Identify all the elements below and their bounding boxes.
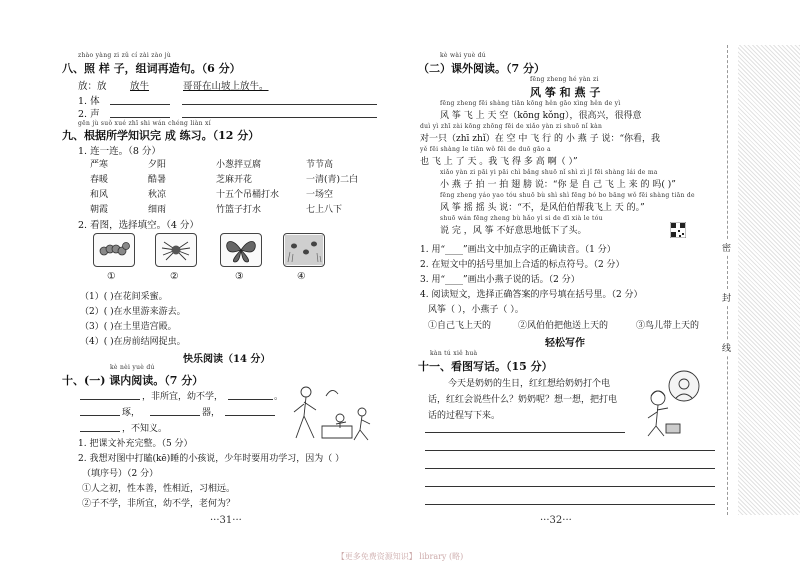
s8-q1: 1. 体	[78, 96, 100, 107]
spider-icon	[155, 233, 197, 267]
happy-reading-heading: 快乐阅读（14 分）	[183, 354, 271, 365]
s9-q1: 1. 连一连。（8 分）	[78, 146, 161, 157]
left-page-number: ···31···	[210, 515, 242, 526]
extra-q4-sentence: 风筝（ ），小燕子（ ）。	[428, 305, 524, 315]
seal-char: 封	[722, 290, 731, 305]
girl-phone-illustration	[636, 368, 706, 440]
grid-cell: 朝霞	[90, 205, 109, 215]
s9-pinyin: gēn jù suǒ xué zhī shi wán chéng liàn xí	[78, 120, 211, 127]
s10-opt1: ①人之初，性本善，性相近，习相远。	[82, 484, 236, 494]
story-title: 风 筝 和 燕 子	[530, 86, 601, 99]
extra-title: （二）课外阅读。（7 分）	[418, 62, 545, 75]
s11-prompt: 今天是奶奶的生日，红红想给奶奶打个电	[448, 379, 611, 389]
story-pinyin: yě fēi shàng le tiān wǒ fēi de duō gāo a	[420, 146, 551, 153]
fill-blank: （2）( )在水里游来游去。	[80, 307, 186, 317]
s8-q2: 2. 声	[78, 109, 100, 120]
s8-title: 八、照 样 子，组词再造句。（6 分）	[62, 62, 241, 75]
seal-char: 密	[722, 240, 731, 255]
s8-example-word: 放牛	[130, 81, 150, 92]
grid-cell: 一清(青)二白	[306, 175, 359, 185]
tadpole-icon	[283, 233, 325, 267]
s10-blank2c: 器，	[202, 408, 221, 418]
caterpillar-icon	[93, 233, 135, 267]
extra-opt3: ③鸟儿带上天的	[636, 321, 700, 331]
extra-opt2: ②风伯伯把他送上天的	[518, 321, 609, 331]
grid-cell: 细雨	[148, 205, 167, 215]
extra-pinyin: kè wài yuè dú	[440, 52, 486, 59]
binding-strip	[738, 45, 800, 515]
grid-cell: 严寒	[90, 160, 109, 170]
story-line: 说 完 ，风 筝 不好意思地低下了头。	[440, 226, 587, 236]
qr-code-icon	[670, 222, 686, 238]
seal-char: 线	[722, 340, 731, 355]
extra-q2: 2. 在短文中的括号里加上合适的标点符号。（2 分）	[420, 260, 625, 270]
easy-writing-heading: 轻松写作	[545, 338, 585, 349]
s10-q2-sub: （填序号）（2 分）	[82, 469, 159, 479]
extra-opt1: ①自己飞上天的	[428, 321, 492, 331]
grid-cell: 春暖	[90, 175, 109, 185]
s10-title: 十、(一) 课内阅读。（7 分）	[62, 374, 204, 387]
s10-blank2b: 琢，	[122, 408, 141, 418]
s10-opt2: ②子不学，非所宜，幼不学，老何为？	[82, 499, 236, 509]
grid-cell: 小葱拌豆腐	[216, 160, 262, 170]
grid-cell: 七上八下	[306, 205, 343, 215]
story-pinyin: fēng zheng yáo yao tóu shuō bù shì shì fēng bó bo bāng wǒ fēi shàng tiān de	[440, 192, 695, 199]
extra-q3: 3. 用“____”画出小燕子说的话。（2 分）	[420, 275, 580, 285]
butterfly-icon	[220, 233, 262, 267]
right-page-number: ···32···	[540, 515, 572, 526]
s10-pinyin: kè nèi yuè dú	[110, 364, 155, 371]
grid-cell: 竹篮子打水	[216, 205, 262, 215]
seal-line	[727, 45, 728, 515]
grid-cell: 芝麻开花	[216, 175, 253, 185]
story-line: 风 筝 摇 摇 头 说：“不，是风伯伯帮我飞上 天 的。”	[440, 203, 645, 213]
story-line: 也 飞 上 了 天 。我 飞 得 多 高 啊（ ）”	[420, 157, 578, 167]
footer-watermark: 【更多免费资源知识】 library (略)	[336, 552, 464, 561]
story-line: 对一只（zhī zhǐ）在 空 中 飞 行 的 小 燕 子 说：“你看，我	[420, 134, 661, 144]
story-title-pinyin: fēng zheng hé yàn zi	[530, 76, 599, 83]
grid-cell: 十五个吊桶打水	[216, 190, 280, 200]
grid-cell: 秋凉	[148, 190, 167, 200]
s8-example-sentence: 哥哥在山坡上放牛。	[183, 81, 269, 92]
story-pinyin: fēng zheng fēi shàng tiān kōng hěn gāo xìng hěn de yì	[440, 100, 621, 107]
extra-q1: 1. 用“____”画出文中加点字的正确读音。（1 分）	[420, 245, 616, 255]
s10-q1: 1. 把课文补充完整。（5 分）	[78, 439, 193, 449]
s9-title: 九、根据所学知识完 成 练习。（12 分）	[62, 129, 260, 142]
fill-blank: （3）( )在土里造宫殿。	[80, 322, 177, 332]
s11-prompt: 话的过程写下来。	[428, 411, 501, 421]
extra-q4: 4. 阅读短文，选择正确答案的序号填在括号里。（2 分）	[420, 290, 643, 300]
s8-pinyin: zhào yàng zi zǔ cí zài zào jù	[78, 52, 172, 59]
story-pinyin: xiǎo yàn zi pāi yi pāi chì bǎng shuō nǐ shì zì jǐ fēi shàng lái de ma	[440, 169, 658, 176]
pic-num: ①	[107, 271, 116, 282]
classroom-illustration	[282, 382, 374, 444]
story-pinyin: shuō wán fēng zheng bù hǎo yì si de dī xià le tóu	[440, 215, 603, 222]
story-pinyin: duì yì zhī zài kōng zhōng fēi de xiǎo yàn zi shuō nǐ kàn	[420, 123, 603, 130]
s10-q2: 2. 我想对图中打瞌(kē)睡的小孩说，少年时要用功学习，因为（ ）	[78, 454, 345, 464]
pic-num: ②	[170, 271, 179, 282]
story-line: 小 燕 子 拍 一 拍 翅 膀 说：“你 是 自 己 飞 上 来 的 吗( )”	[440, 180, 676, 190]
story-line: 风 筝 飞 上 天 空（kōng kǒng），很高兴，很得意	[440, 111, 642, 121]
s9-q2: 2. 看图，选择填空。（4 分）	[78, 220, 199, 231]
grid-cell: 夕阳	[148, 160, 167, 170]
s8-example-prefix: 放：放	[78, 81, 107, 92]
fill-blank: （1）( )在花间采蜜。	[80, 292, 168, 302]
s10-blank2a: 。	[274, 392, 284, 402]
grid-cell: 一场空	[306, 190, 334, 200]
s11-title: 十一、看图写话。（15 分）	[418, 360, 553, 373]
pic-num: ③	[235, 271, 244, 282]
grid-cell: 节节高	[306, 160, 334, 170]
fill-blank: （4）( )在房前结网捉虫。	[80, 337, 186, 347]
s10-blank1: ，非所宜，幼不学，	[142, 392, 224, 402]
pic-num: ④	[297, 271, 306, 282]
s10-blank3: ，不知义。	[122, 424, 168, 434]
grid-cell: 酷暑	[148, 175, 167, 185]
s11-pinyin: kàn tú xiě huà	[430, 350, 478, 357]
grid-cell: 和风	[90, 190, 109, 200]
s11-prompt: 话，红红会说些什么？奶奶呢？想一想，把打电	[428, 395, 618, 405]
